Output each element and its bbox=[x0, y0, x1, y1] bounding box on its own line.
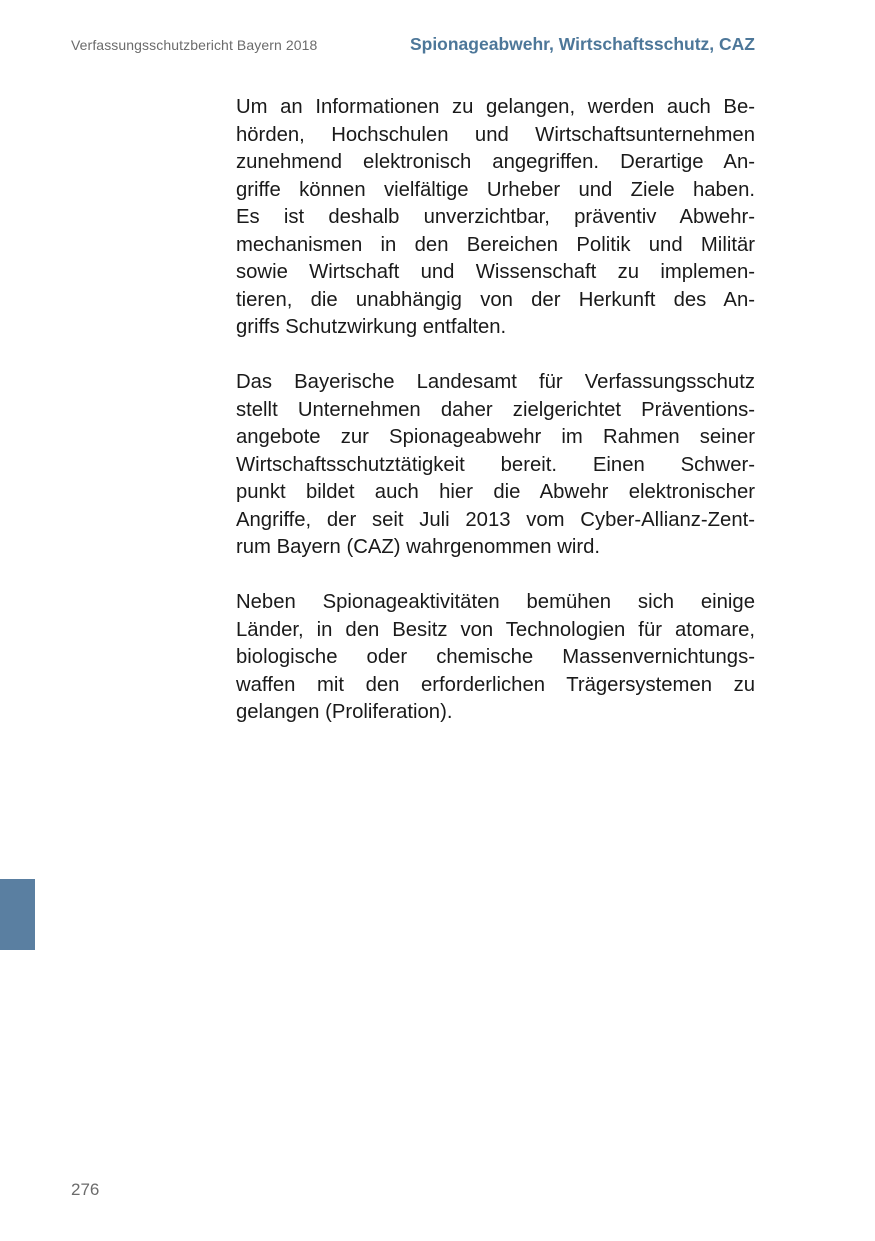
text-line: waffen mit den erforderlichen Trägersystemen zu bbox=[236, 673, 755, 696]
running-header-chapter: Spionageabwehr, Wirtschaftsschutz, CAZ bbox=[409, 34, 755, 54]
page-number: 276 bbox=[71, 1180, 100, 1199]
chapter-side-tab bbox=[0, 879, 35, 950]
paragraph-1 bbox=[236, 94, 755, 342]
text-line: gelangen (Proliferation). bbox=[236, 701, 453, 723]
text-line: rum Bayern (CAZ) wahrgenommen wird. bbox=[236, 536, 601, 558]
body-text bbox=[236, 94, 755, 754]
text-line: zunehmend elektronisch angegriffen. Derartige An- bbox=[236, 151, 755, 173]
text-line: tieren, die unabhängig von der Herkunft des An- bbox=[236, 288, 755, 311]
text-line: Das Bayerische Landesamt für Verfassungsschutz bbox=[236, 371, 755, 393]
text-line: griffs Schutzwirkung entfalten. bbox=[236, 316, 507, 338]
text-line: punkt bildet auch hier die Abwehr elektronischer bbox=[236, 481, 755, 503]
text-line: griffe können vielfältige Urheber und Ziele haben. bbox=[236, 178, 755, 201]
text-line: biologische oder chemische Massenvernichtungs- bbox=[236, 646, 755, 668]
text-line: Es ist deshalb unverzichtbar, präventiv Abwehr- bbox=[236, 206, 755, 228]
text-line: sowie Wirtschaft und Wissenschaft zu implemen- bbox=[236, 261, 755, 283]
text-line: Neben Spionageaktivitäten bemühen sich einige bbox=[236, 591, 755, 613]
paragraph-2 bbox=[236, 369, 755, 562]
text-line: Länder, in den Besitz von Technologien für atomare, bbox=[236, 618, 755, 641]
running-header-title: Verfassungsschutzbericht Bayern 2018 bbox=[71, 37, 318, 53]
text-line: angebote zur Spionageabwehr im Rahmen seiner bbox=[236, 426, 755, 448]
text-line: stellt Unternehmen daher zielgerichtet Präventions- bbox=[236, 398, 755, 421]
text-line: Um an Informationen zu gelangen, werden auch Be- bbox=[236, 96, 755, 118]
text-line: Wirtschaftsschutztätigkeit bereit. Einen Schwer- bbox=[236, 453, 755, 476]
text-line: Angriffe, der seit Juli 2013 vom Cyber-Allianz-Zent- bbox=[236, 508, 755, 531]
text-line: hörden, Hochschulen und Wirtschaftsunternehmen bbox=[236, 123, 755, 146]
text-line: mechanismen in den Bereichen Politik und Militär bbox=[236, 233, 755, 256]
paragraph-3 bbox=[236, 589, 755, 727]
